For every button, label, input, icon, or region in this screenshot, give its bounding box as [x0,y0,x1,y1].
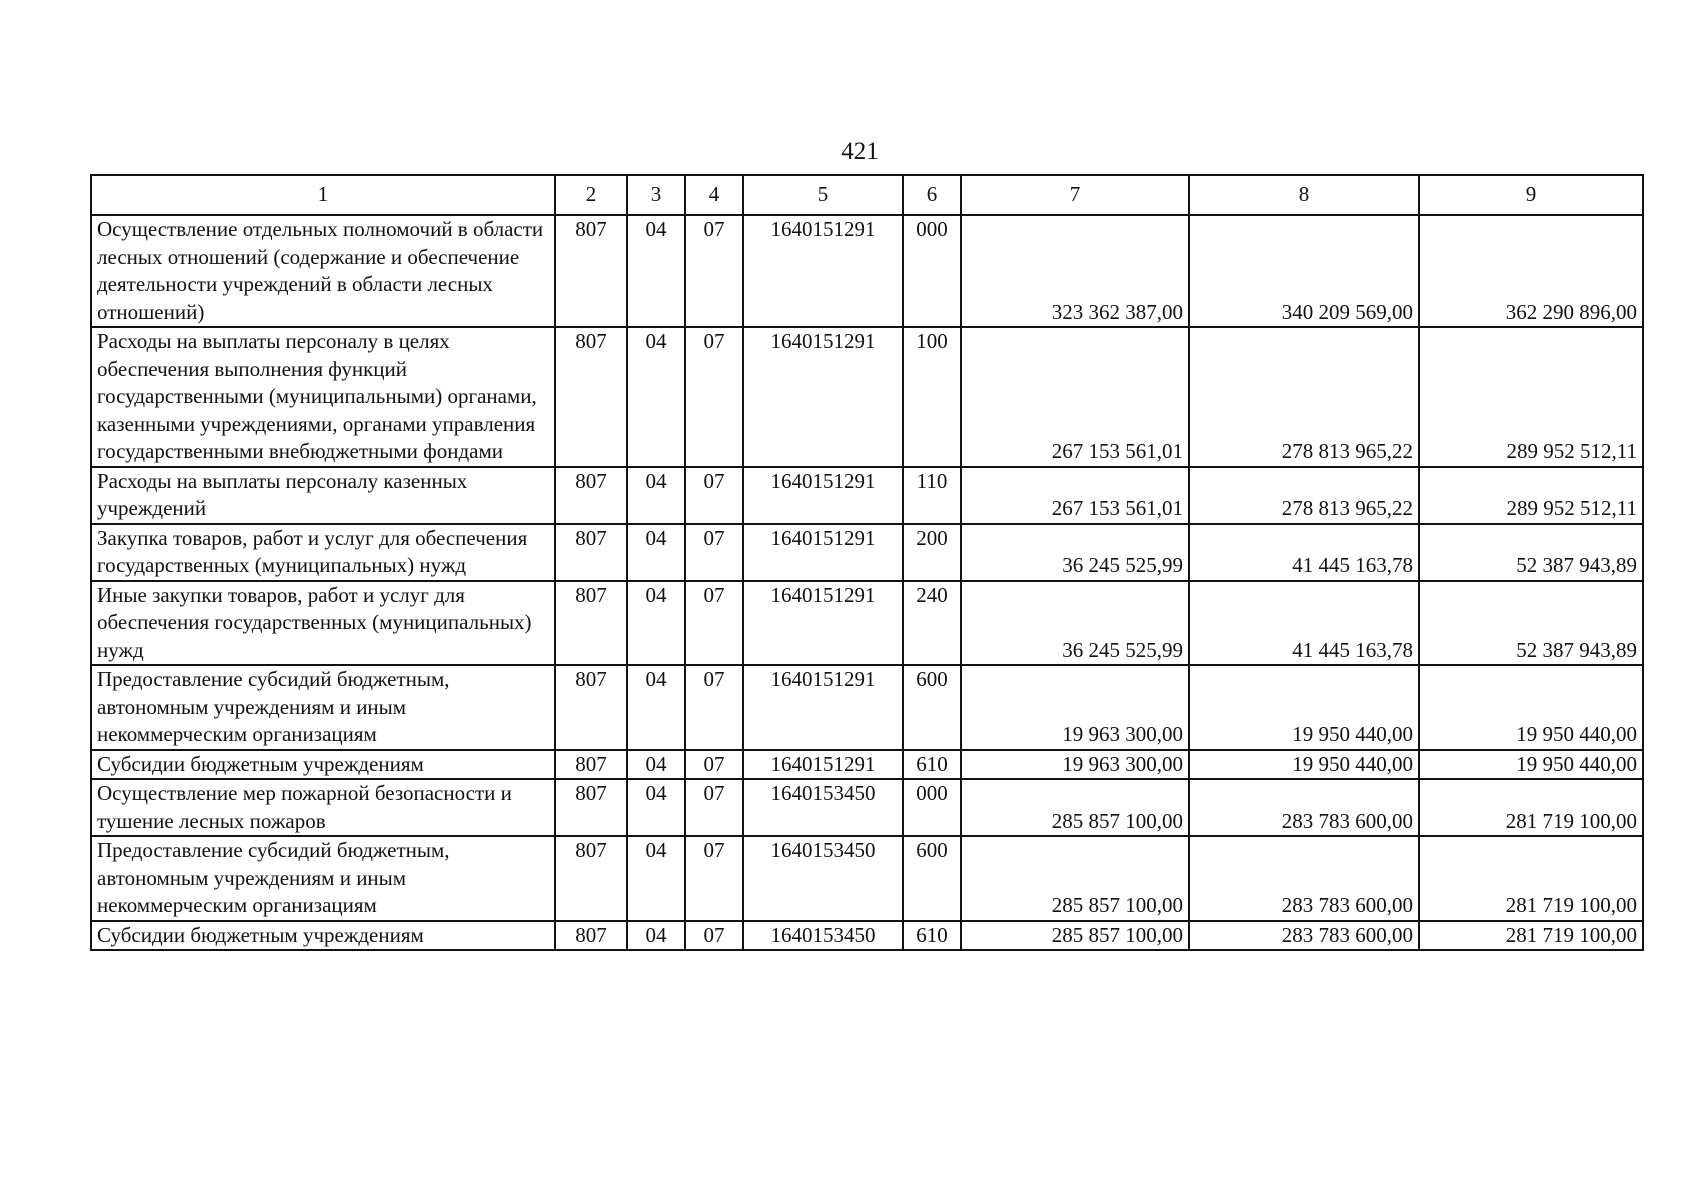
row-name: Иные закупки товаров, работ и услуг для обеспечения государственных (муниципальных) нужд [91,581,555,666]
table-row [91,665,1643,750]
cell-code: 610 [903,750,961,780]
header-cell: 4 [685,175,743,215]
header-cell: 7 [961,175,1189,215]
row-name: Расходы на выплаты персоналу казенных учреждений [91,467,555,524]
cell-code: 07 [685,836,743,921]
table-row [91,836,1643,921]
cell-code: 000 [903,779,961,836]
cell-code: 07 [685,665,743,750]
cell-amount: 285 857 100,00 [961,779,1189,836]
cell-code: 07 [685,750,743,780]
cell-amount: 19 963 300,00 [961,750,1189,780]
cell-code: 1640151291 [743,665,903,750]
cell-code: 07 [685,581,743,666]
cell-code: 240 [903,581,961,666]
row-name: Осуществление отдельных полномочий в области лесных отношений (содержание и обеспечение деятельности учреждений в области лесных отношений) [91,215,555,327]
cell-code: 04 [627,327,685,467]
cell-amount: 281 719 100,00 [1419,836,1643,921]
cell-amount: 362 290 896,00 [1419,215,1643,327]
cell-code: 807 [555,581,627,666]
cell-amount: 19 950 440,00 [1189,750,1419,780]
cell-code: 1640151291 [743,750,903,780]
cell-code: 1640153450 [743,836,903,921]
header-cell: 3 [627,175,685,215]
cell-amount: 52 387 943,89 [1419,581,1643,666]
cell-code: 1640153450 [743,779,903,836]
cell-code: 807 [555,665,627,750]
cell-code: 04 [627,750,685,780]
header-row [91,175,1643,215]
cell-code: 000 [903,215,961,327]
table-row [91,215,1643,327]
page-number: 421 [841,138,879,165]
cell-amount: 283 783 600,00 [1189,921,1419,951]
cell-code: 04 [627,921,685,951]
cell-code: 07 [685,779,743,836]
cell-amount: 41 445 163,78 [1189,524,1419,581]
header-cell: 8 [1189,175,1419,215]
cell-code: 1640151291 [743,215,903,327]
cell-code: 04 [627,215,685,327]
row-name: Предоставление субсидий бюджетным, автономным учреждениям и иным некоммерческим организациям [91,836,555,921]
cell-amount: 285 857 100,00 [961,836,1189,921]
row-name: Осуществление мер пожарной безопасности и тушение лесных пожаров [91,779,555,836]
cell-code: 04 [627,665,685,750]
table-row [91,581,1643,666]
table-row [91,524,1643,581]
cell-amount: 267 153 561,01 [961,467,1189,524]
cell-amount: 281 719 100,00 [1419,779,1643,836]
cell-code: 807 [555,921,627,951]
cell-code: 07 [685,921,743,951]
cell-amount: 289 952 512,11 [1419,327,1643,467]
budget-table [90,174,1644,951]
row-name: Закупка товаров, работ и услуг для обеспечения государственных (муниципальных) нужд [91,524,555,581]
table-row [91,779,1643,836]
cell-code: 600 [903,836,961,921]
cell-code: 07 [685,215,743,327]
cell-code: 04 [627,581,685,666]
cell-amount: 19 950 440,00 [1419,665,1643,750]
cell-code: 610 [903,921,961,951]
cell-amount: 278 813 965,22 [1189,327,1419,467]
cell-amount: 36 245 525,99 [961,524,1189,581]
cell-amount: 289 952 512,11 [1419,467,1643,524]
cell-code: 807 [555,836,627,921]
cell-amount: 19 950 440,00 [1419,750,1643,780]
cell-amount: 278 813 965,22 [1189,467,1419,524]
header-cell: 5 [743,175,903,215]
cell-code: 1640153450 [743,921,903,951]
cell-code: 07 [685,524,743,581]
cell-code: 04 [627,836,685,921]
cell-amount: 41 445 163,78 [1189,581,1419,666]
cell-amount: 36 245 525,99 [961,581,1189,666]
cell-code: 807 [555,467,627,524]
cell-code: 04 [627,524,685,581]
table-row [91,750,1643,780]
cell-code: 807 [555,215,627,327]
header-cell: 6 [903,175,961,215]
cell-code: 1640151291 [743,581,903,666]
cell-code: 200 [903,524,961,581]
row-name: Субсидии бюджетным учреждениям [91,921,555,951]
cell-code: 07 [685,327,743,467]
cell-code: 04 [627,467,685,524]
table-row [91,921,1643,951]
table-row [91,327,1643,467]
header-cell: 1 [91,175,555,215]
cell-amount: 19 950 440,00 [1189,665,1419,750]
table-row [91,467,1643,524]
cell-code: 100 [903,327,961,467]
cell-code: 110 [903,467,961,524]
cell-amount: 19 963 300,00 [961,665,1189,750]
cell-code: 1640151291 [743,327,903,467]
cell-amount: 52 387 943,89 [1419,524,1643,581]
cell-amount: 285 857 100,00 [961,921,1189,951]
cell-amount: 340 209 569,00 [1189,215,1419,327]
cell-amount: 323 362 387,00 [961,215,1189,327]
cell-amount: 281 719 100,00 [1419,921,1643,951]
cell-code: 807 [555,779,627,836]
cell-amount: 267 153 561,01 [961,327,1189,467]
row-name: Расходы на выплаты персоналу в целях обеспечения выполнения функций государственными (муниципальными) органами, казенными учреждениями, органами управления государственными внебюджетными фондами [91,327,555,467]
cell-code: 807 [555,327,627,467]
cell-amount: 283 783 600,00 [1189,836,1419,921]
cell-code: 807 [555,750,627,780]
cell-amount: 283 783 600,00 [1189,779,1419,836]
header-cell: 2 [555,175,627,215]
cell-code: 600 [903,665,961,750]
cell-code: 04 [627,779,685,836]
cell-code: 1640151291 [743,524,903,581]
row-name: Субсидии бюджетным учреждениям [91,750,555,780]
row-name: Предоставление субсидий бюджетным, автономным учреждениям и иным некоммерческим организациям [91,665,555,750]
cell-code: 807 [555,524,627,581]
cell-code: 1640151291 [743,467,903,524]
header-cell: 9 [1419,175,1643,215]
cell-code: 07 [685,467,743,524]
